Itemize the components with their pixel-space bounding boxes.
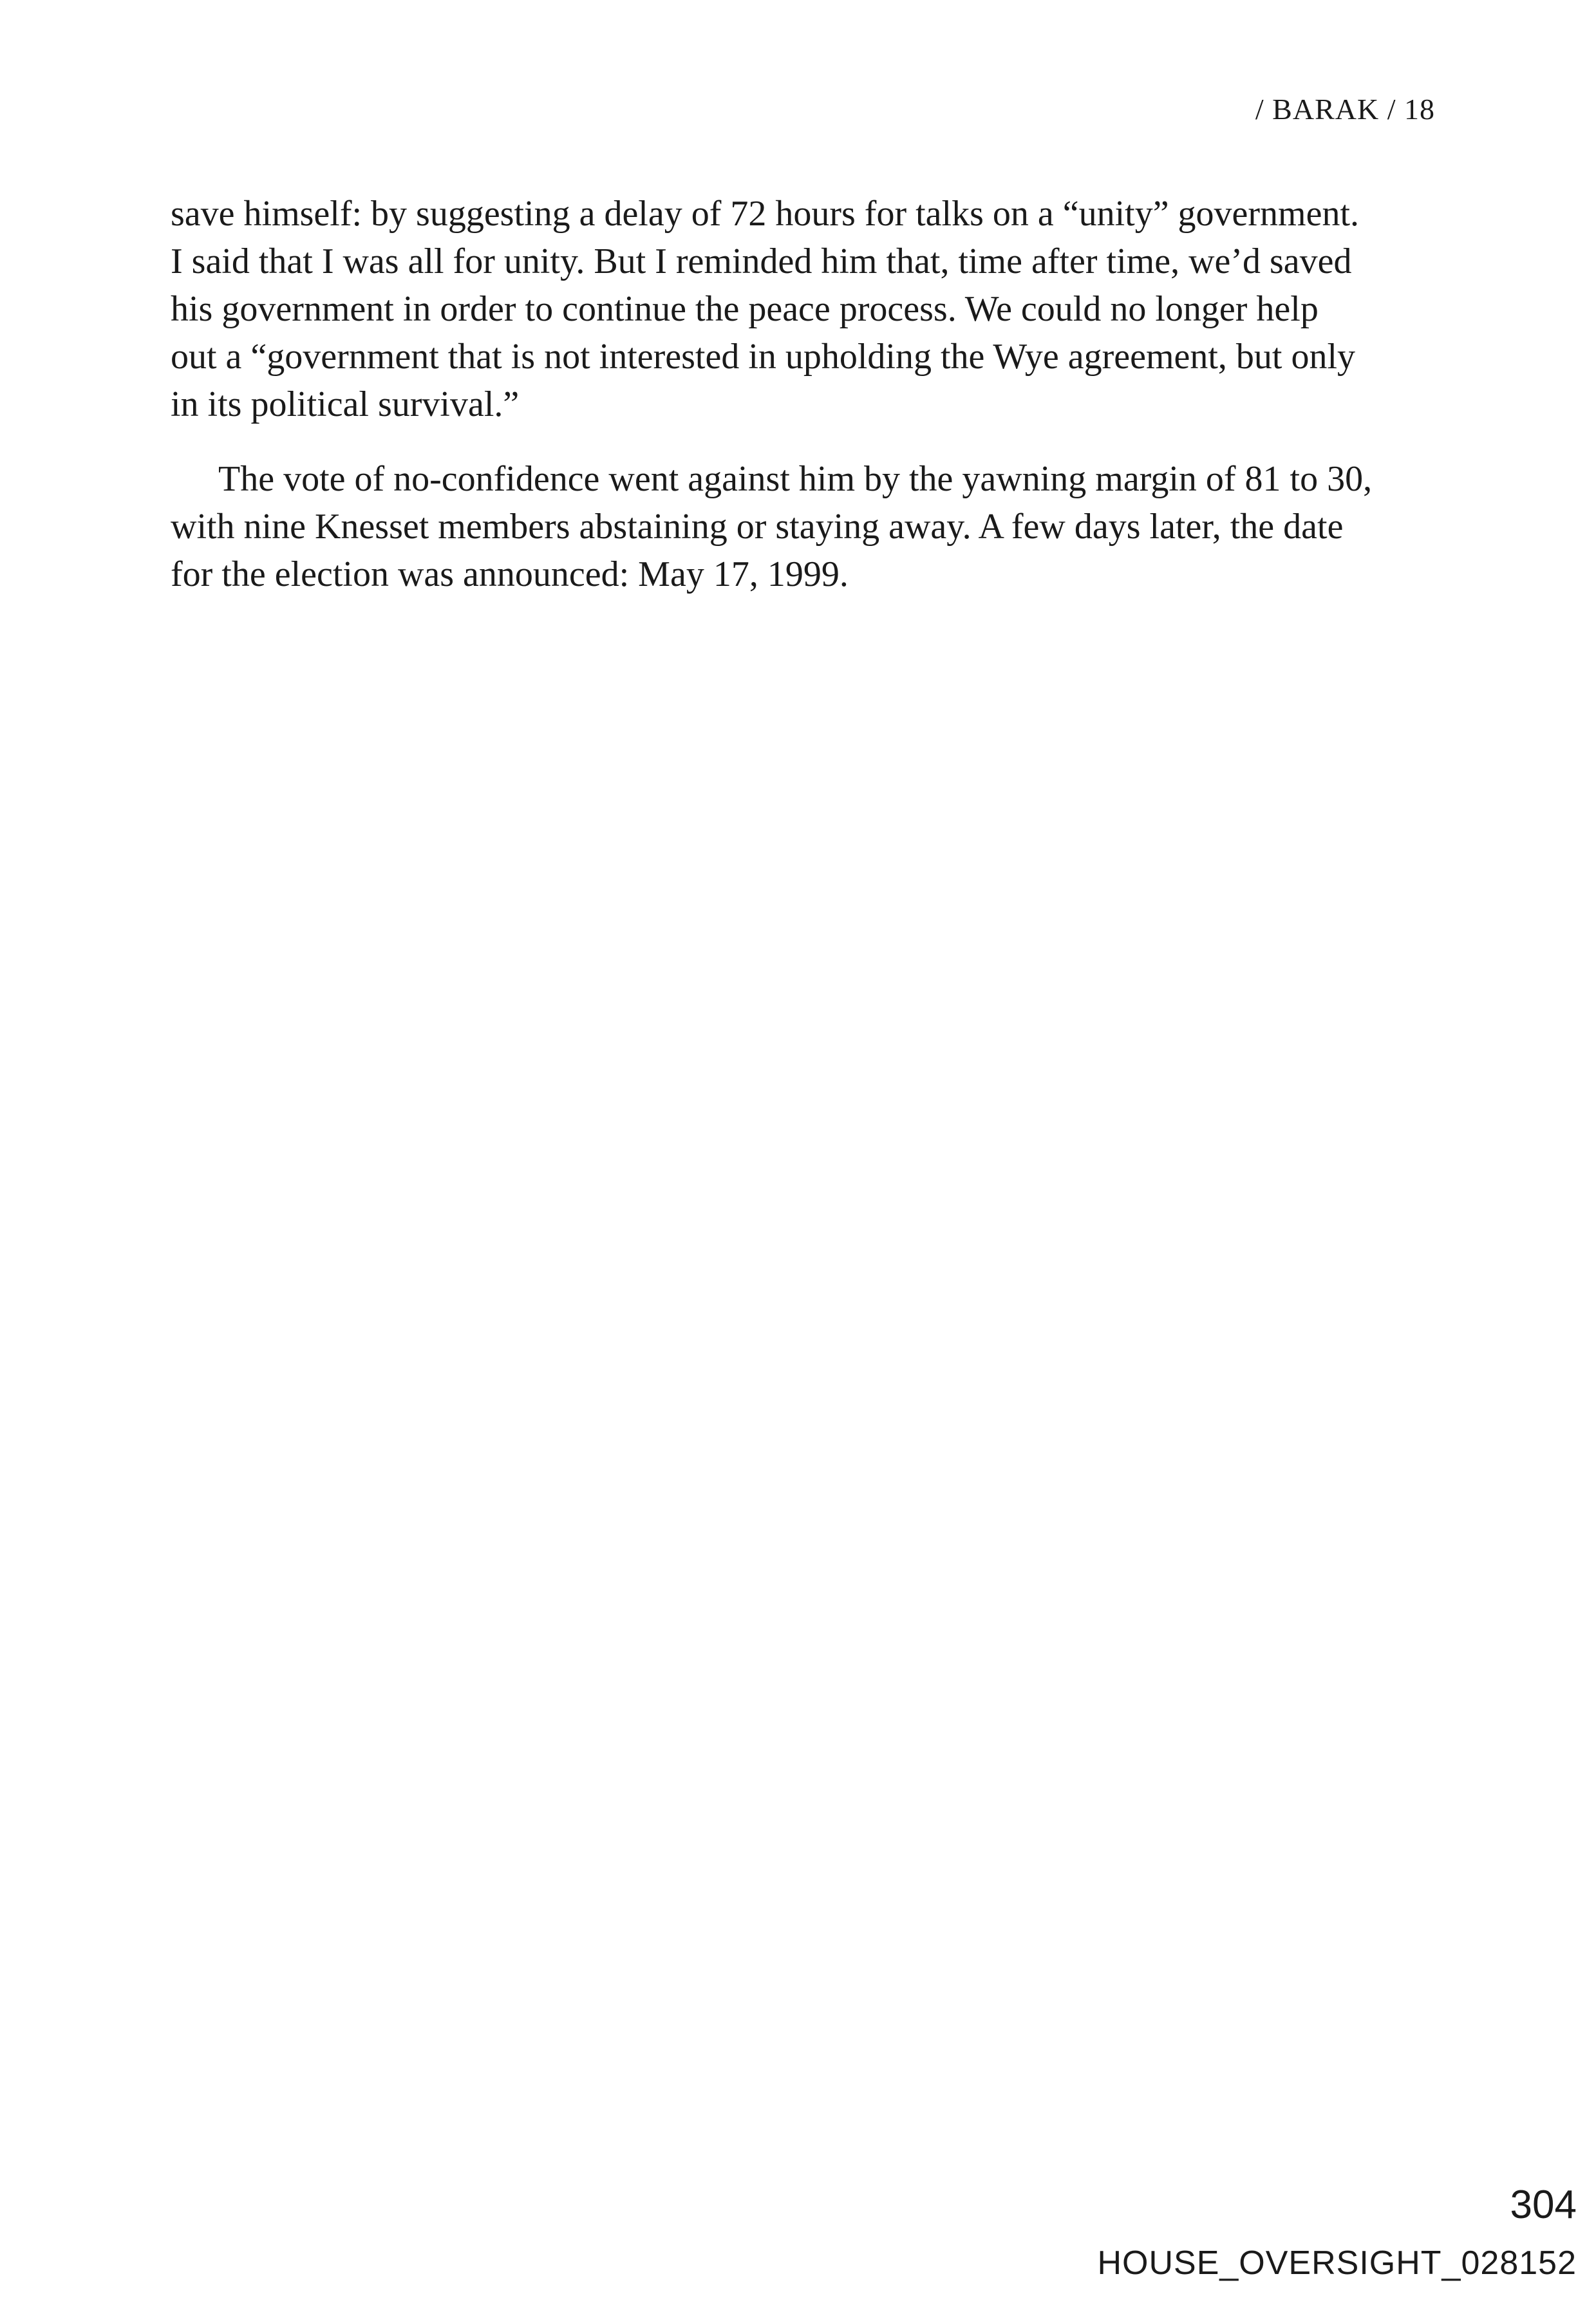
text-line: his government in order to continue the peace process. We could no longer help	[171, 289, 1319, 329]
body-text	[171, 190, 1432, 625]
text-line: The vote of no-confidence went against him by the yawning margin of 81 to 30,	[218, 459, 1373, 499]
running-header: / BARAK / 18	[1255, 93, 1435, 126]
bates-number: HOUSE_OVERSIGHT_028152	[1097, 2244, 1577, 2282]
text-line: for the election was announced: May 17, 1999.	[171, 554, 849, 594]
page-number: 304	[1510, 2183, 1577, 2227]
paragraph	[171, 455, 1432, 598]
paragraph	[171, 190, 1432, 428]
text-line: with nine Knesset members abstaining or staying away. A few days later, the date	[171, 507, 1344, 547]
text-line: out a “government that is not interested in upholding the Wye agreement, but only	[171, 337, 1356, 377]
text-line: in its political survival.”	[171, 384, 520, 424]
text-line: I said that I was all for unity. But I reminded him that, time after time, we’d saved	[171, 241, 1352, 281]
text-line: save himself: by suggesting a delay of 72 hours for talks on a “unity” government.	[171, 194, 1360, 234]
